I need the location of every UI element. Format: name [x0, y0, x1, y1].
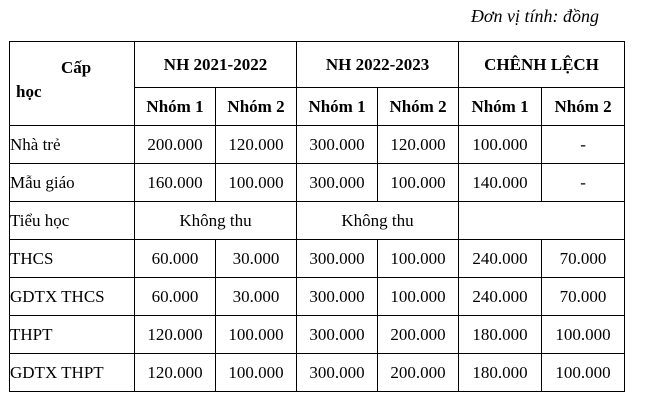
merged-value-cell: Không thu	[297, 202, 459, 240]
value-cell: 180.000	[459, 316, 542, 354]
group-header-2021-2022: NH 2021-2022	[135, 42, 297, 88]
value-cell: 100.000	[542, 354, 625, 392]
level-cell: Tiểu học	[10, 202, 135, 240]
level-cell: Nhà trẻ	[10, 126, 135, 164]
group-header-difference: CHÊNH LỆCH	[459, 42, 625, 88]
value-cell: 140.000	[459, 164, 542, 202]
level-cell: GDTX THCS	[10, 278, 135, 316]
value-cell: 120.000	[135, 354, 216, 392]
level-header-top: Cấp	[61, 58, 92, 77]
value-cell: 60.000	[135, 278, 216, 316]
value-cell: 100.000	[216, 316, 297, 354]
value-cell: -	[542, 126, 625, 164]
table-row	[10, 240, 625, 278]
value-cell: 240.000	[459, 278, 542, 316]
value-cell: 300.000	[297, 164, 378, 202]
table-row	[10, 316, 625, 354]
value-cell: 60.000	[135, 240, 216, 278]
subheader-cell: Nhóm 2	[378, 88, 459, 126]
level-cell: THCS	[10, 240, 135, 278]
tuition-fee-table	[9, 41, 625, 392]
merged-value-cell	[459, 202, 625, 240]
level-cell: THPT	[10, 316, 135, 354]
table-row	[10, 126, 625, 164]
table-row	[10, 354, 625, 392]
value-cell: 100.000	[378, 240, 459, 278]
value-cell: 100.000	[216, 354, 297, 392]
value-cell: 180.000	[459, 354, 542, 392]
value-cell: 120.000	[378, 126, 459, 164]
value-cell: 70.000	[542, 278, 625, 316]
level-header-bottom: học	[16, 82, 42, 101]
subheader-cell: Nhóm 1	[135, 88, 216, 126]
value-cell: 100.000	[216, 164, 297, 202]
value-cell: 160.000	[135, 164, 216, 202]
value-cell: 240.000	[459, 240, 542, 278]
value-cell: 30.000	[216, 278, 297, 316]
group-header-2022-2023: NH 2022-2023	[297, 42, 459, 88]
level-header	[10, 42, 135, 126]
value-cell: 100.000	[378, 164, 459, 202]
subheader-cell: Nhóm 1	[297, 88, 378, 126]
value-cell: 200.000	[378, 354, 459, 392]
value-cell: 30.000	[216, 240, 297, 278]
table-row	[10, 202, 625, 240]
value-cell: 300.000	[297, 316, 378, 354]
value-cell: 300.000	[297, 240, 378, 278]
value-cell: 300.000	[297, 278, 378, 316]
merged-value-cell: Không thu	[135, 202, 297, 240]
value-cell: 100.000	[378, 278, 459, 316]
subheader-cell: Nhóm 1	[459, 88, 542, 126]
value-cell: 300.000	[297, 354, 378, 392]
value-cell: 300.000	[297, 126, 378, 164]
table-row	[10, 278, 625, 316]
subheader-cell: Nhóm 2	[542, 88, 625, 126]
value-cell: 100.000	[459, 126, 542, 164]
value-cell: 70.000	[542, 240, 625, 278]
value-cell: 100.000	[542, 316, 625, 354]
unit-note: Đơn vị tính: đồng	[470, 6, 599, 26]
value-cell: 200.000	[135, 126, 216, 164]
value-cell: 120.000	[135, 316, 216, 354]
value-cell: -	[542, 164, 625, 202]
value-cell: 200.000	[378, 316, 459, 354]
level-cell: GDTX THPT	[10, 354, 135, 392]
value-cell: 120.000	[216, 126, 297, 164]
subheader-cell: Nhóm 2	[216, 88, 297, 126]
level-cell: Mẫu giáo	[10, 164, 135, 202]
table-row	[10, 164, 625, 202]
